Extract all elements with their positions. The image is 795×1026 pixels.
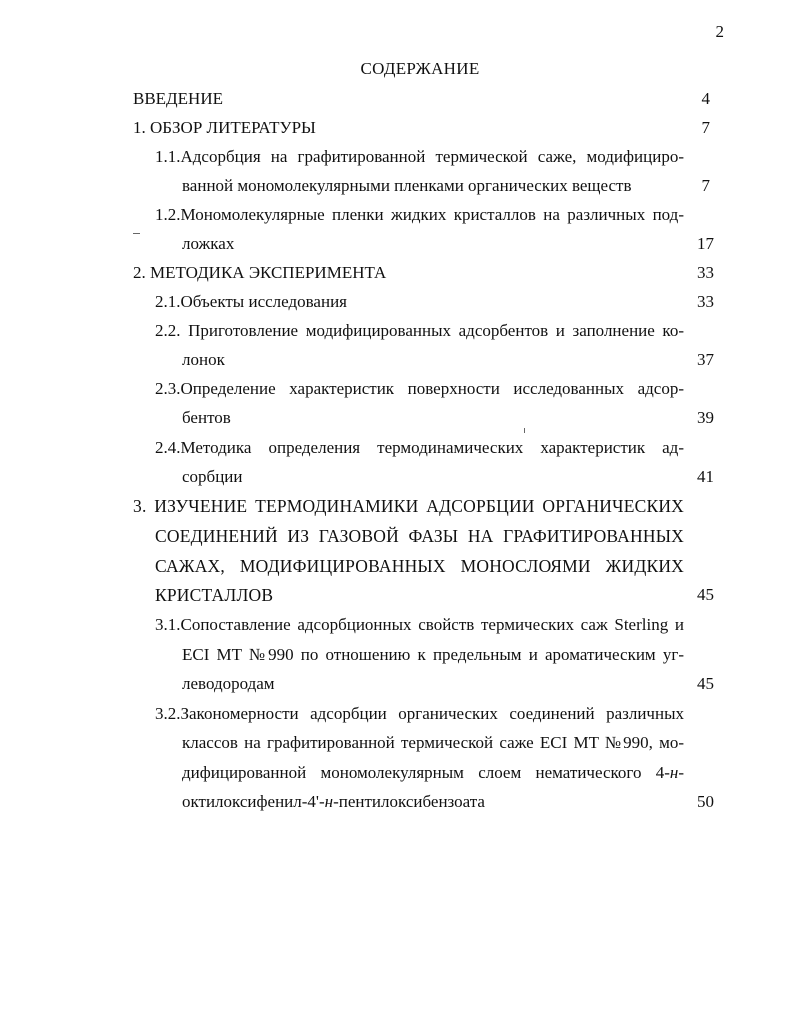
- toc-entry-3-2-line1: 3.2.Закономерности адсорбции органических соединений различных: [155, 704, 684, 723]
- toc-page-2-1: 33: [697, 292, 714, 311]
- toc-entry-3-2-line4-italic: н: [324, 792, 334, 811]
- toc-page-ch1: 7: [701, 118, 710, 137]
- toc-entry-ch3-line2: СОЕДИНЕНИЙ ИЗ ГАЗОВОЙ ФАЗЫ НА ГРАФИТИРОВАННЫХ: [155, 526, 684, 546]
- toc-entry-2-3-line2: бентов: [182, 408, 231, 427]
- toc-entry-ch3-line3: САЖАХ, МОДИФИЦИРОВАННЫХ МОНОСЛОЯМИ ЖИДКИХ: [155, 556, 684, 576]
- toc-entry-3-2-line3-tail: -: [678, 763, 684, 782]
- toc-entry-2-3-line1: 2.3.Определение характеристик поверхности исследованных адсор-: [155, 379, 684, 398]
- toc-entry-ch2: 2. МЕТОДИКА ЭКСПЕРИМЕНТА: [133, 263, 387, 282]
- toc-entry-2-1: 2.1.Объекты исследования: [155, 292, 347, 311]
- toc-entry-3-1-line1: 3.1.Сопоставление адсорбционных свойств термических саж Sterling и: [155, 615, 684, 634]
- toc-entry-2-4-line2: сорбции: [182, 467, 243, 486]
- scan-speck: [133, 233, 140, 234]
- toc-entry-3-2-line4-tail: -пентилоксибензоата: [333, 792, 485, 811]
- toc-page-2-2: 37: [697, 350, 714, 369]
- toc-entry-ch3-line1: 3. ИЗУЧЕНИЕ ТЕРМОДИНАМИКИ АДСОРБЦИИ ОРГАНИЧЕСКИХ: [133, 496, 684, 516]
- toc-entry-2-4-line1: 2.4.Методика определения термодинамических характеристик ад-: [155, 438, 684, 457]
- toc-entry-intro: ВВЕДЕНИЕ: [133, 89, 223, 108]
- toc-page-3-1: 45: [697, 674, 714, 693]
- toc-entry-3-2-line2: классов на графитированной термической саже ECI MT №990, мо-: [182, 733, 684, 752]
- toc-entry-2-2-line2: лонок: [182, 350, 225, 369]
- toc-page-1-2: 17: [697, 234, 714, 253]
- toc-entry-3-2-line4: [182, 792, 485, 812]
- toc-page-intro: 4: [701, 89, 710, 108]
- toc-page-3-2: 50: [697, 792, 714, 811]
- toc-entry-2-2-line1: 2.2. Приготовление модифицированных адсорбентов и заполнение ко-: [155, 321, 684, 340]
- toc-entry-ch3-line4: КРИСТАЛЛОВ: [155, 585, 274, 605]
- toc-entry-1-2-line2: ложках: [182, 234, 235, 253]
- toc-page-2-4: 41: [697, 467, 714, 486]
- toc-entry-3-2-line3-italic: н: [669, 763, 679, 782]
- toc-page-2-3: 39: [697, 408, 714, 427]
- toc-title: СОДЕРЖАНИЕ: [360, 59, 480, 78]
- toc-entry-3-2-line4-text: октилоксифенил-4'-: [182, 792, 325, 811]
- toc-entry-1-2-line1: 1.2.Мономолекулярные пленки жидких кристаллов на различных под-: [155, 205, 684, 224]
- toc-entry-1-1-line2: ванной мономолекулярными пленками органических веществ: [182, 176, 632, 195]
- toc-entry-ch1: 1. ОБЗОР ЛИТЕРАТУРЫ: [133, 118, 316, 137]
- toc-entry-3-2-line3: [182, 763, 684, 783]
- toc-page-ch3: 45: [697, 585, 714, 604]
- toc-entry-3-1-line2: ECI MT №990 по отношению к предельным и ароматическим уг-: [182, 645, 684, 664]
- page-number: 2: [715, 22, 724, 41]
- toc-entry-1-1-line1: 1.1.Адсорбция на графитированной термической саже, модифициро-: [155, 147, 684, 166]
- toc-entry-3-1-line3: леводородам: [182, 674, 275, 693]
- toc-entry-3-2-line3-text: дифицированной мономолекулярным слоем нематического 4-: [182, 763, 670, 782]
- toc-page-ch2: 33: [697, 263, 714, 282]
- scan-speck: [524, 428, 525, 433]
- toc-page-1-1: 7: [701, 176, 710, 195]
